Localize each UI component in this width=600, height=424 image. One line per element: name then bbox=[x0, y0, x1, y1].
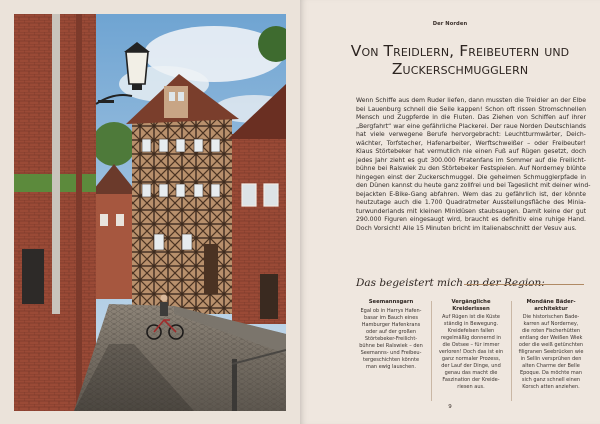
highlight-line: verloren! Doch das ist ein bbox=[438, 349, 504, 355]
highlight-heading-line: Kreiderissen bbox=[452, 305, 490, 312]
highlight-column bbox=[436, 299, 506, 391]
body-line: den Dünen kannst du heute ganz zollfrei und bei Tageslicht mit deiner wind- bbox=[356, 182, 591, 189]
page-title bbox=[330, 42, 590, 78]
highlight-line: die Ostsee – für immer bbox=[442, 342, 500, 348]
highlight-line: basar im Bauch eines bbox=[364, 314, 418, 321]
body-line: „Bergfahrt“ war eine gefährliche Plackerei. Der raue Norden Deutschlands bbox=[356, 122, 586, 130]
highlight-line: man ewig lauschen. bbox=[366, 363, 416, 370]
highlights-columns bbox=[356, 299, 586, 411]
highlight-heading-line: Seemannsgarn bbox=[368, 299, 414, 305]
highlight-line: entlang der Weißen Wiek bbox=[519, 335, 583, 341]
body-line: Doch Vorsicht! Alle 15 Minuten bricht im Italienabschnitt der Vesuv aus. bbox=[356, 224, 577, 232]
body-line: wächter, Torfstecher, Hafenarbeiter, Werftschweißer – oder Freibeuter! bbox=[356, 139, 586, 147]
highlight-line: oder die weiß getünchten bbox=[518, 342, 584, 348]
right-page bbox=[300, 0, 600, 424]
body-line: 290.000 Figuren eingesaugt wird, braucht es definitiv eine ruhige Hand. bbox=[356, 216, 586, 223]
highlight-line: Die historischen Bade- bbox=[522, 314, 580, 320]
highlight-text bbox=[356, 308, 426, 371]
body-line: bejackten E-Bike-Gang abfahren. Wem das zu gefährlich ist, der könnte bbox=[356, 190, 586, 198]
body-line: Wenn Schiffe aus dem Ruder liefen, dann mussten die Treidler an der Elbe bbox=[356, 97, 586, 104]
highlight-line: Auf Rügen ist die Küste bbox=[442, 314, 500, 320]
highlight-line: genau das macht die bbox=[444, 370, 498, 376]
body-text bbox=[356, 97, 591, 233]
page-title-line: Von Treidlern, Freibeutern und bbox=[350, 42, 570, 60]
body-line: hat viele verwegene Berufe hervorgebracht: Leuchtturmwärter, Deich- bbox=[356, 131, 586, 138]
highlight-column bbox=[356, 299, 426, 371]
body-line: bei Lauenburg schnell die Seile kappen! Schon oft rissen Stromschnellen bbox=[356, 105, 586, 113]
highlight-line: Seemanns- und Freibeu- bbox=[360, 349, 422, 356]
highlight-heading bbox=[516, 299, 586, 312]
highlight-line: riesen aus. bbox=[457, 384, 485, 390]
body-line: bühne bei Ralswiek zu den Störtebeker Festspielen. Auf Norderney blühte bbox=[356, 165, 586, 172]
column-divider bbox=[431, 301, 432, 401]
highlight-heading bbox=[356, 299, 426, 306]
highlight-line: Epoque. Da möchte man bbox=[519, 370, 583, 376]
highlight-line: regelmäßig donnernd in bbox=[440, 335, 501, 341]
highlight-heading-line: architektur bbox=[534, 305, 568, 312]
highlight-line: ständig in Bewegung. bbox=[443, 321, 499, 327]
highlight-line: Hamburger Hafenkrans bbox=[361, 321, 421, 328]
body-line: Klaus Störtebeker hat vermutlich nie einen Fuß auf Rügen gesetzt, doch bbox=[356, 148, 586, 155]
highlight-line: oder auf der großen bbox=[365, 328, 416, 335]
body-line: heutzutage auch die 1.700 Quadratmeter Ausstellungsfläche des Minia- bbox=[356, 199, 586, 206]
highlight-line: tergeschichten könnte bbox=[362, 356, 420, 363]
body-line: turwunderlands mit kleinen Minidüsen staubsaugen. Damit keine der gut bbox=[356, 207, 586, 215]
street-photo-illustration bbox=[14, 14, 286, 411]
script-heading: Das begeistert mich an der Region: bbox=[356, 277, 545, 289]
section-label: Der Norden bbox=[432, 21, 468, 27]
street-photo bbox=[14, 14, 286, 411]
highlight-heading bbox=[436, 299, 506, 312]
highlight-line: alten Charme der Belle bbox=[522, 363, 580, 369]
highlight-line: Korsch atten anziehen. bbox=[522, 384, 580, 390]
column-divider bbox=[511, 301, 512, 401]
highlight-line: Störtebeker-Freilicht- bbox=[364, 335, 418, 342]
body-line: jedes Jahr zieht es gut 300.000 Piratenfans im Sommer auf die Freilicht- bbox=[356, 156, 586, 164]
body-line: hingegen einst der Zuckerschmuggel. Die geheimen Schmugglerpfade in bbox=[356, 173, 586, 181]
highlight-text bbox=[516, 314, 586, 391]
highlight-heading-line: Mondäne Bäder- bbox=[526, 299, 576, 305]
highlight-line: karren auf Norderney, bbox=[523, 321, 579, 327]
page-number: 9 bbox=[448, 404, 452, 410]
highlight-line: Faszination der Kreide- bbox=[442, 377, 500, 383]
body-line: Mensch und Zugpferde in die Fluten. Das Ziehen von Schiffen auf ihrer bbox=[356, 114, 586, 121]
heading-rule bbox=[464, 284, 584, 285]
highlight-line: der Lauf der Dinge, und bbox=[441, 363, 501, 369]
highlight-line: in Sellin versprühen den bbox=[520, 356, 582, 362]
highlight-text bbox=[436, 314, 506, 391]
highlight-line: Egal ob in Harrys Hafen- bbox=[360, 307, 422, 314]
page-title-line: Zuckerschmugglern bbox=[391, 60, 529, 78]
highlight-heading-line: Vergängliche bbox=[451, 299, 491, 305]
highlight-line: ganz normaler Prozess, bbox=[441, 356, 501, 362]
highlight-line: Kreidefelsen fallen bbox=[447, 328, 495, 334]
highlight-line: die roten Fischerhütten bbox=[521, 328, 580, 334]
highlight-column bbox=[516, 299, 586, 391]
highlight-line: bühne bei Ralswiek – den bbox=[359, 342, 423, 349]
highlight-line: sich ganz schnell einen bbox=[521, 377, 581, 383]
highlight-line: filigranen Seebrücken wie bbox=[518, 349, 584, 355]
